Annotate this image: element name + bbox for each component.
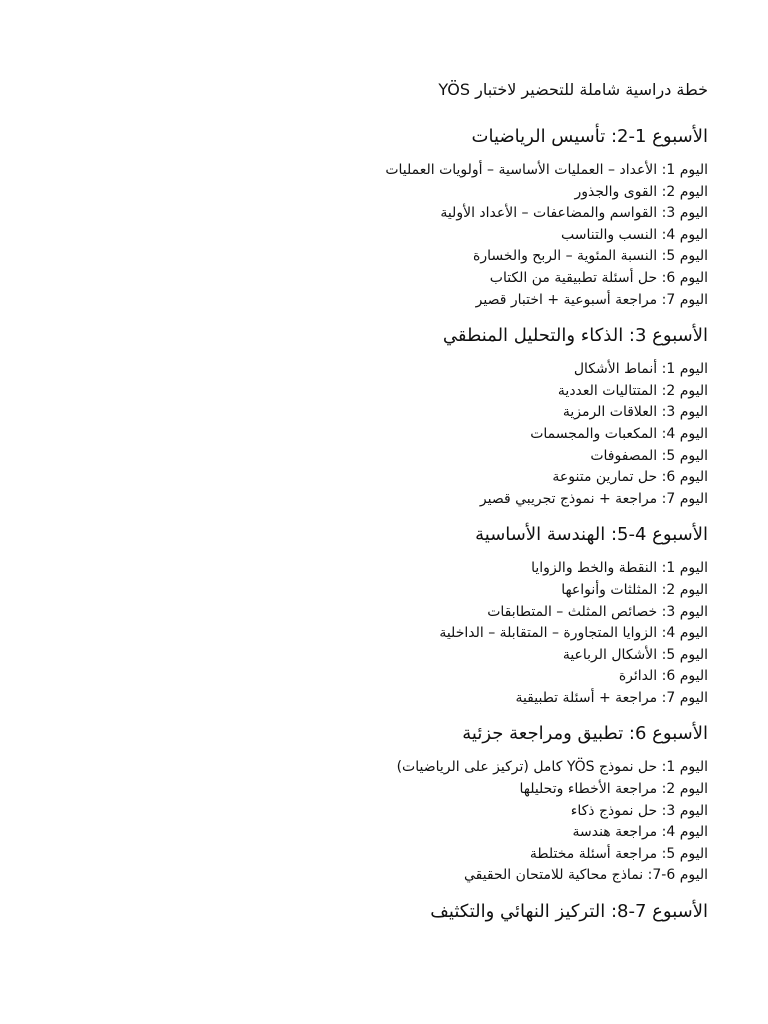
week-title: الأسبوع 6: تطبيق ومراجعة جزئية [462, 723, 708, 745]
week-section [188, 122, 708, 311]
day-item: اليوم 2: المثلثات وأنواعها [561, 581, 708, 598]
week-section [188, 897, 708, 927]
day-item: اليوم 7: مراجعة + أسئلة تطبيقية [515, 689, 708, 706]
day-item: اليوم 2: مراجعة الأخطاء وتحليلها [519, 781, 708, 798]
day-item: اليوم 5: النسبة المئوية – الربح والخسارة [473, 248, 708, 265]
day-item: اليوم 6: حل تمارين متنوعة [552, 469, 708, 486]
day-item: اليوم 3: حل نموذج ذكاء [570, 802, 708, 819]
day-item: اليوم 2: القوى والجذور [574, 183, 708, 200]
day-item: اليوم 3: العلاقات الرمزية [562, 404, 708, 421]
document-title: خطة دراسية شاملة للتحضير لاختبار YÖS [438, 80, 708, 99]
day-item: اليوم 2: المتتاليات العددية [557, 382, 708, 399]
week-section [188, 321, 708, 510]
day-item: اليوم 3: القواسم والمضاعفات – الأعداد الأولية [440, 205, 708, 222]
day-item: اليوم 4: مراجعة هندسة [572, 824, 708, 841]
day-item: اليوم 6: الدائرة [618, 668, 708, 685]
day-item: اليوم 7: مراجعة + نموذج تجريبي قصير [479, 490, 708, 507]
day-item: اليوم 6: حل أسئلة تطبيقية من الكتاب [489, 269, 708, 286]
week-title: الأسبوع 4-5: الهندسة الأساسية [475, 524, 708, 546]
week-section [188, 719, 708, 887]
week-section [188, 520, 708, 709]
day-list [188, 160, 708, 311]
day-item: اليوم 1: النقطة والخط والزوايا [531, 560, 708, 577]
week-title: الأسبوع 1-2: تأسيس الرياضيات [471, 126, 708, 147]
day-item: اليوم 1: حل نموذج YÖS كامل (تركيز على الرياضيات) [396, 759, 708, 776]
day-item: اليوم 4: النسب والتناسب [561, 226, 708, 243]
day-item: اليوم 5: المصفوفات [590, 447, 708, 464]
day-item: اليوم 5: مراجعة أسئلة مختلطة [529, 845, 708, 862]
day-list [188, 757, 708, 887]
week-title: الأسبوع 7-8: التركيز النهائي والتكثيف [430, 901, 708, 923]
day-item: اليوم 4: المكعبات والمجسمات [530, 425, 708, 442]
week-title: الأسبوع 3: الذكاء والتحليل المنطقي [442, 325, 708, 347]
day-item: اليوم 7: مراجعة أسبوعية + اختبار قصير [475, 291, 708, 308]
day-item: اليوم 6-7: نماذج محاكية للامتحان الحقيقي [463, 867, 708, 884]
day-item: اليوم 5: الأشكال الرباعية [562, 646, 708, 663]
day-item: اليوم 3: خصائص المثلث – المتطابقات [487, 603, 708, 620]
day-list [188, 359, 708, 510]
document-content [188, 76, 708, 935]
day-item: اليوم 1: الأعداد – العمليات الأساسية – أولويات العمليات [385, 162, 708, 178]
day-list [188, 558, 708, 709]
day-item: اليوم 4: الزوايا المتجاورة – المتقابلة – الداخلية [439, 625, 708, 642]
day-item: اليوم 1: أنماط الأشكال [573, 361, 708, 378]
